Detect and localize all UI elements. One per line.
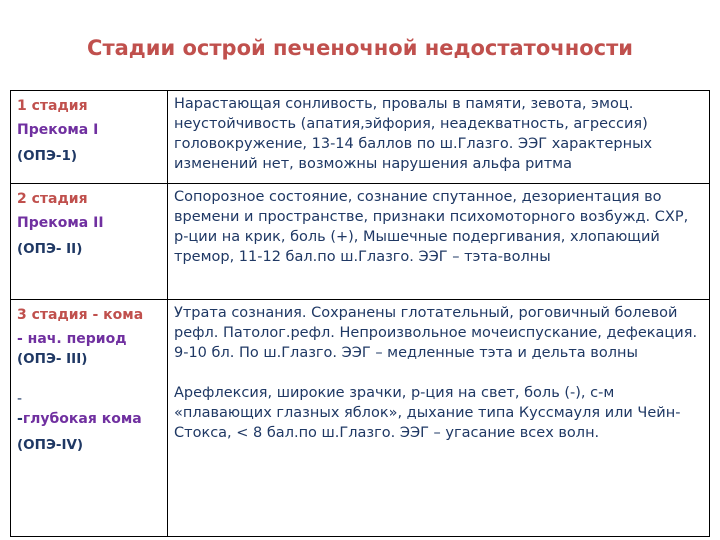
stage-label: 1 стадия xyxy=(17,98,88,114)
dash-mark: - xyxy=(17,411,23,427)
spacer xyxy=(17,369,161,389)
stage-description-deep: Арефлексия, широкие зрачки, р-ция на свет, боль (-), с-м «плавающих глазных яблок», дыхание типа Куссмауля или Чейн-Стокса, < 8 бал.по ш.Глазго. ЭЭГ – угасание всех волн. xyxy=(174,385,681,441)
stage-code: (ОПЭ-IV) xyxy=(17,437,84,453)
stage-label: 3 стадия - кома xyxy=(17,307,144,323)
table-row xyxy=(11,300,710,537)
stage-description: Сопорозное состояние, сознание спутанное, дезориентация во времени и пространстве, признаки психомоторного возбужд. СХР, р-ции на крик, боль (+), Мышечные подергивания, хлопающий тремор, 11-12 бал.по ш.Глазго. ЭЭГ – тэта-волны xyxy=(174,189,689,265)
stage-code: (ОПЭ-1) xyxy=(17,148,78,164)
stage-cell xyxy=(11,91,168,184)
stage-name: Прекома I xyxy=(17,122,99,138)
stage-name-deep-coma: глубокая кома xyxy=(22,411,142,427)
table-row xyxy=(11,91,710,184)
stage-code: (ОПЭ- II) xyxy=(17,241,83,257)
description-cell xyxy=(168,300,710,537)
spacer xyxy=(174,363,703,383)
stage-description: Нарастающая сонливость, провалы в памяти, зевота, эмоц. неустойчивость (апатия,эйфория, неадекватность, агрессия) головокружение, 13-14 баллов по ш.Глазго. ЭЭГ характерных изменений нет, возможны нарушения альфа ритма xyxy=(174,96,653,172)
stage-name: Прекома II xyxy=(17,215,104,231)
stage-cell xyxy=(11,184,168,300)
stages-table xyxy=(10,90,710,537)
stage-description: Утрата сознания. Сохранены глотательный, роговичный болевой рефл. Патолог.рефл. Непроизвольное мочеиспускание, дефекация. 9-10 бл. По ш.Глазго. ЭЭГ – медленные тэта и дельта волны xyxy=(174,305,698,361)
stage-name: - нач. период xyxy=(17,331,127,347)
description-cell xyxy=(168,91,710,184)
stage-label: 2 стадия xyxy=(17,191,88,207)
page-title: Стадии острой печеночной недостаточности xyxy=(87,36,633,60)
stage-cell xyxy=(11,300,168,537)
stage-code: (ОПЭ- III) xyxy=(17,351,88,367)
description-cell xyxy=(168,184,710,300)
dash-mark: - xyxy=(17,391,23,407)
table-row xyxy=(11,184,710,300)
